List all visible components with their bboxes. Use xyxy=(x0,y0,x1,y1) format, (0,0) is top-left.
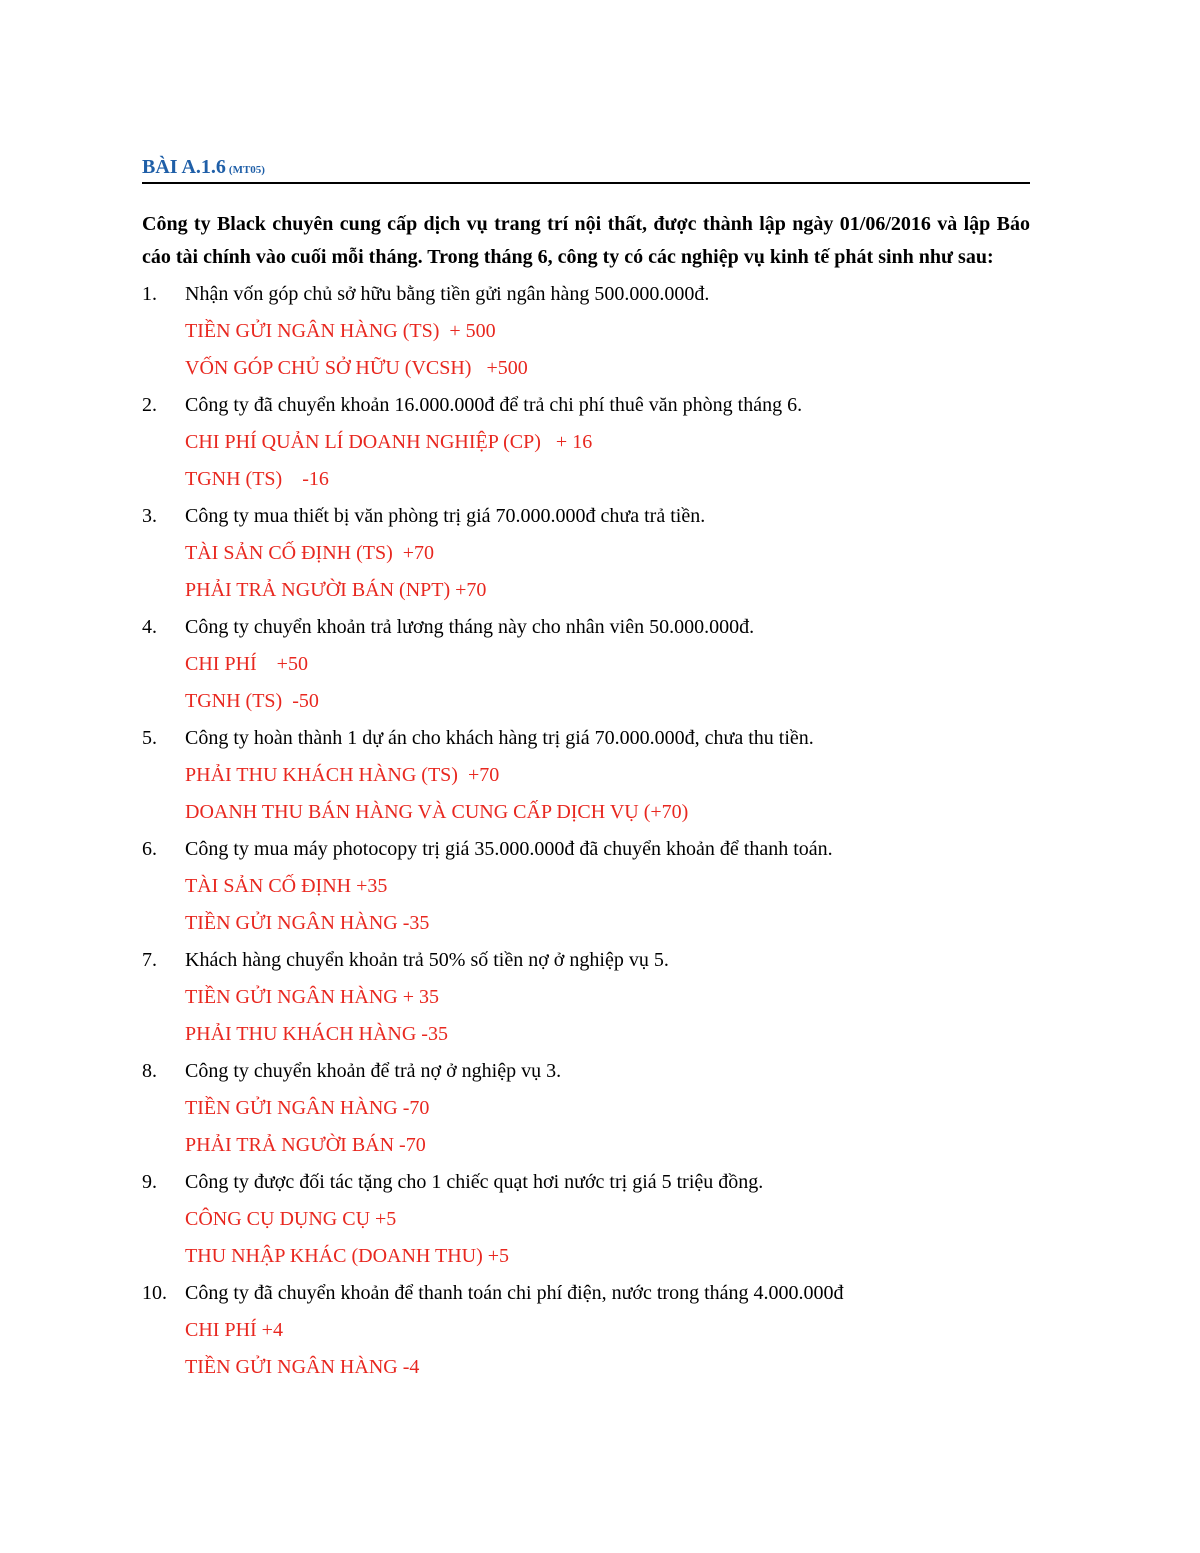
journal-entry: CHI PHÍ +4 xyxy=(185,1319,283,1341)
transaction-description: Công ty hoàn thành 1 dự án cho khách hàng trị giá 70.000.000đ, chưa thu tiền. xyxy=(185,727,814,749)
exercise-title xyxy=(142,156,265,179)
transaction-number: 1. xyxy=(142,283,157,305)
journal-entry: PHẢI THU KHÁCH HÀNG -35 xyxy=(185,1023,448,1045)
transaction-description: Công ty mua thiết bị văn phòng trị giá 70.000.000đ chưa trả tiền. xyxy=(185,505,706,527)
transaction-description: Công ty được đối tác tặng cho 1 chiếc quạt hơi nước trị giá 5 triệu đồng. xyxy=(185,1171,764,1193)
transaction-number: 10. xyxy=(142,1282,167,1304)
journal-entry: CÔNG CỤ DỤNG CỤ +5 xyxy=(185,1208,397,1230)
journal-entry: TIỀN GỬI NGÂN HÀNG (TS) + 500 xyxy=(185,320,496,342)
exercise-title-text: BÀI A.1.6 xyxy=(142,156,226,178)
exercise-code: (MT05) xyxy=(228,164,265,176)
problem-intro: Công ty Black chuyên cung cấp dịch vụ trang trí nội thất, được thành lập ngày 01/06/2016 và lập Báo cáo tài chính vào cuối mỗi tháng. Trong tháng 6, công ty có các nghiệp vụ kinh tế phát sinh như sau: xyxy=(142,213,1030,268)
transaction-description: Công ty mua máy photocopy trị giá 35.000.000đ đã chuyển khoản để thanh toán. xyxy=(185,838,833,860)
journal-entry: TGNH (TS) -50 xyxy=(185,690,319,712)
transaction-description: Công ty chuyển khoản để trả nợ ở nghiệp vụ 3. xyxy=(185,1060,562,1082)
transaction-description: Công ty chuyển khoản trả lương tháng này cho nhân viên 50.000.000đ. xyxy=(185,616,755,638)
transaction-item xyxy=(142,1053,1030,1164)
transaction-number: 4. xyxy=(142,616,157,638)
transaction-item xyxy=(142,1275,1030,1386)
title-row xyxy=(142,150,1030,184)
journal-entry: TÀI SẢN CỐ ĐỊNH +35 xyxy=(185,875,388,897)
transaction-number: 8. xyxy=(142,1060,157,1082)
transaction-description: Công ty đã chuyển khoản 16.000.000đ để trả chi phí thuê văn phòng tháng 6. xyxy=(185,394,803,416)
document-page xyxy=(142,150,1030,1386)
journal-entry: TIỀN GỬI NGÂN HÀNG -35 xyxy=(185,912,430,934)
transaction-number: 9. xyxy=(142,1171,157,1193)
transaction-item xyxy=(142,276,1030,387)
journal-entry: TIỀN GỬI NGÂN HÀNG -70 xyxy=(185,1097,430,1119)
transaction-list xyxy=(142,276,1030,1386)
journal-entry: TÀI SẢN CỐ ĐỊNH (TS) +70 xyxy=(185,542,435,564)
transaction-description: Khách hàng chuyển khoản trả 50% số tiền nợ ở nghiệp vụ 5. xyxy=(185,949,669,971)
journal-entry: TIỀN GỬI NGÂN HÀNG -4 xyxy=(185,1356,420,1378)
journal-entry: TIỀN GỬI NGÂN HÀNG + 35 xyxy=(185,986,439,1008)
journal-entry: DOANH THU BÁN HÀNG VÀ CUNG CẤP DỊCH VỤ (+70) xyxy=(185,801,689,823)
transaction-number: 2. xyxy=(142,394,157,416)
transaction-number: 7. xyxy=(142,949,157,971)
transaction-item xyxy=(142,720,1030,831)
journal-entry: PHẢI TRẢ NGƯỜI BÁN (NPT) +70 xyxy=(185,579,487,601)
journal-entry: THU NHẬP KHÁC (DOANH THU) +5 xyxy=(185,1245,510,1267)
transaction-item xyxy=(142,942,1030,1053)
journal-entry: CHI PHÍ +50 xyxy=(185,653,308,675)
journal-entry: VỐN GÓP CHỦ SỞ HỮU (VCSH) +500 xyxy=(185,357,528,379)
journal-entry: TGNH (TS) -16 xyxy=(185,468,329,490)
transaction-description: Nhận vốn góp chủ sở hữu bằng tiền gửi ngân hàng 500.000.000đ. xyxy=(185,283,710,305)
transaction-number: 3. xyxy=(142,505,157,527)
journal-entry: CHI PHÍ QUẢN LÍ DOANH NGHIỆP (CP) + 16 xyxy=(185,431,593,453)
journal-entry: PHẢI TRẢ NGƯỜI BÁN -70 xyxy=(185,1134,426,1156)
transaction-item xyxy=(142,387,1030,498)
journal-entry: PHẢI THU KHÁCH HÀNG (TS) +70 xyxy=(185,764,500,786)
transaction-item xyxy=(142,609,1030,720)
transaction-item xyxy=(142,498,1030,609)
transaction-number: 5. xyxy=(142,727,157,749)
transaction-item xyxy=(142,831,1030,942)
transaction-description: Công ty đã chuyển khoản để thanh toán chi phí điện, nước trong tháng 4.000.000đ xyxy=(185,1282,844,1304)
transaction-number: 6. xyxy=(142,838,157,860)
transaction-item xyxy=(142,1164,1030,1275)
